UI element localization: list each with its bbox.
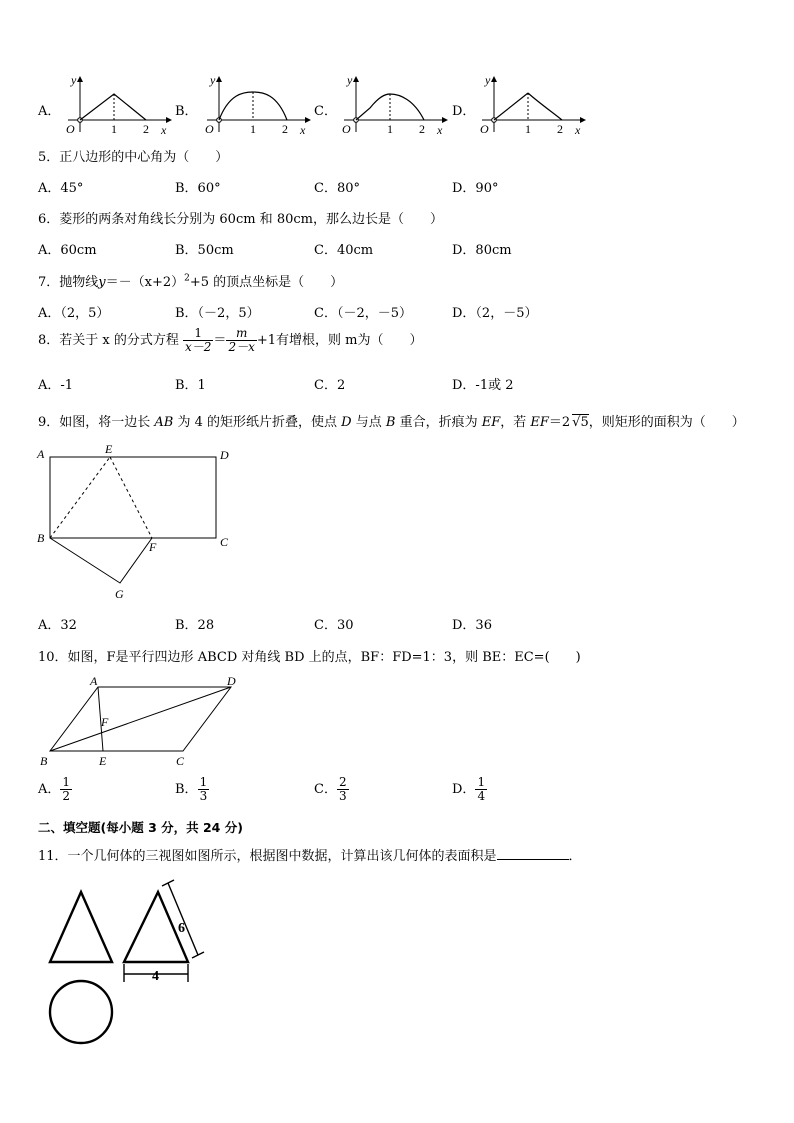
q8-stem [38, 327, 422, 354]
label-e: E [99, 754, 107, 768]
q7-stem [38, 271, 343, 290]
q7-option-a: A．（2，5） [38, 306, 110, 321]
axis-y-label: y [210, 73, 216, 87]
q9-option-c: C．30 [314, 618, 354, 633]
axis-y-label: y [347, 73, 353, 87]
origin-label: O [480, 122, 489, 136]
q8-stem-post: +1有增根，则 m为（ ） [256, 333, 423, 348]
q8-fraction-1: $\frac{1}{x-2}$ [185, 326, 212, 354]
q7-stem-sup: 2 [184, 273, 190, 284]
q8-fraction-2: $\frac{m}{2-x}$ [228, 326, 255, 354]
label-a: A [37, 447, 45, 461]
tick-1-label: 1 [387, 122, 393, 136]
q5-stem: 5．正八边形的中心角为（ ） [38, 150, 229, 165]
q5-option-d: D．90° [452, 181, 499, 196]
q8-option-a: A．-1 [38, 378, 74, 393]
q10-option-a: A． $\frac{1}{2}$ [38, 775, 71, 803]
q5-option-a: A．45° [38, 181, 84, 196]
q10-option-b: B． $\frac{1}{3}$ [175, 775, 208, 803]
q4-graph-b [197, 72, 317, 138]
q5-option-b: B．60° [175, 181, 221, 196]
q7-option-d: D．（2，－5） [452, 306, 538, 321]
q7-stem-post: +5 的顶点坐标是（ ） [189, 275, 344, 290]
q11-answer-blank [497, 847, 569, 860]
tick-2-label: 2 [282, 122, 288, 136]
tick-1-label: 1 [525, 122, 531, 136]
dim-side-label: 6 [178, 921, 185, 936]
q7-stem-eq: ＝－（x+2） [105, 275, 185, 290]
axis-y-label: y [485, 73, 491, 87]
origin-label: O [66, 122, 75, 136]
label-f: F [149, 540, 157, 554]
q6-option-a: A．60cm [38, 243, 97, 258]
q9-option-b: B．28 [175, 618, 215, 633]
label-d: D [220, 448, 229, 462]
q8-option-c: C．2 [314, 378, 346, 393]
tick-1-label: 1 [111, 122, 117, 136]
dim-base-label: 4 [152, 969, 159, 984]
q8-eq: ＝ [213, 333, 227, 348]
q11-three-views [40, 882, 230, 1052]
origin-label: O [205, 122, 214, 136]
q10-stem: 10．如图，F是平行四边形 ABCD 对角线 BD 上的点，BF：FD=1：3，则 BE：EC=( ) [38, 650, 581, 665]
label-c: C [220, 535, 229, 549]
q4-graph-a [58, 72, 178, 138]
label-b: B [37, 531, 45, 545]
q6-option-d: D．80cm [452, 243, 512, 258]
label-f: F [101, 715, 109, 729]
q7-stem-y: y [98, 275, 106, 290]
q9-option-a: A．32 [38, 618, 77, 633]
q8-option-b: B．1 [175, 378, 206, 393]
q8-stem-pre: 8．若关于 x 的分式方程 [38, 333, 179, 348]
q4-graph-d [472, 72, 592, 138]
q4-option-c-letter: C． [314, 104, 337, 119]
q4-option-a-letter: A． [38, 104, 61, 119]
tick-1-label: 1 [250, 122, 256, 136]
axis-y-label: y [71, 73, 77, 87]
axis-x-label: x [161, 123, 167, 137]
tick-2-label: 2 [143, 122, 149, 136]
tick-2-label: 2 [419, 122, 425, 136]
axis-x-label: x [575, 123, 581, 137]
q8-option-d: D．-1或 2 [452, 378, 514, 393]
q9-option-d: D．36 [452, 618, 492, 633]
axis-x-label: x [300, 123, 306, 137]
q5-option-c: C．80° [314, 181, 360, 196]
q6-option-c: C．40cm [314, 243, 374, 258]
q6-stem: 6．菱形的两条对角线长分别为 60cm 和 80cm，那么边长是（ ） [38, 212, 443, 227]
label-g: G [115, 587, 124, 601]
label-c: C [176, 754, 185, 768]
label-d: D [227, 674, 236, 688]
q10-figure [38, 673, 248, 769]
q10-option-c: C． $\frac{2}{3}$ [314, 775, 347, 803]
q7-option-b: B．（－2，5） [175, 306, 260, 321]
q10-option-d: D． $\frac{1}{4}$ [452, 775, 486, 803]
label-a: A [90, 674, 98, 688]
axis-x-label: x [437, 123, 443, 137]
q7-option-c: C．（－2，－5） [314, 306, 412, 321]
q9-stem: 9．如图，将一边长 AB 为 4 的矩形纸片折叠，使点 D 与点 B 重合，折痕为 EF，若 EF＝2 √5，则矩形的面积为（ ） [38, 415, 745, 430]
sqrt-symbol: √5 [572, 415, 589, 430]
q4-option-d-letter: D． [452, 104, 476, 119]
q4-option-b-letter: B． [175, 104, 198, 119]
q6-option-b: B．50cm [175, 243, 234, 258]
label-b: B [40, 754, 48, 768]
origin-label: O [342, 122, 351, 136]
q7-stem-pre: 7．抛物线 [38, 275, 99, 290]
q11-stem: 11．一个几何体的三视图如图所示，根据图中数据，计算出该几何体的表面积是 ． [38, 849, 582, 864]
q4-graph-c [334, 72, 454, 138]
section-2-heading: 二、填空题(每小题 3 分，共 24 分) [38, 820, 243, 835]
label-e: E [105, 442, 113, 456]
tick-2-label: 2 [557, 122, 563, 136]
q9-figure [34, 443, 244, 605]
